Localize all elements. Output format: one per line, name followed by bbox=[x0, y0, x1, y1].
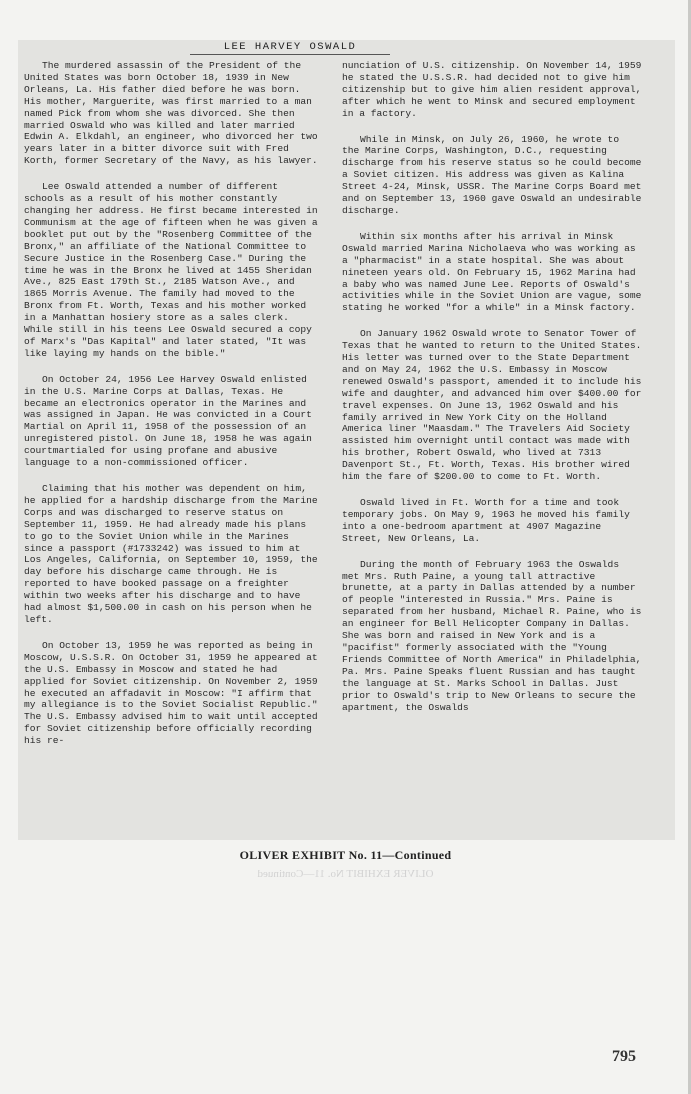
left-column bbox=[24, 60, 322, 761]
paragraph: Oswald lived in Ft. Worth for a time and took temporary jobs. On May 9, 1963 he moved his family into a one-bedroom apartment at 4907 Magazine Street, New Orleans, La. bbox=[342, 497, 630, 544]
paragraph: On October 13, 1959 he was reported as being in Moscow, U.S.S.R. On October 31, 1959 he appeared at the U.S. Embassy in Moscow and stated he had applied for Soviet citizenship. On November 2, 1959 he executed an affadavit in Moscow: "I affirm that my allegiance is to the Soviet Socialist Republic." The U.S. Embassy advised him to wait until accepted for Soviet citizenship before officially recording his re- bbox=[24, 639, 318, 747]
paragraph: While in Minsk, on July 26, 1960, he wrote to the Marine Corps, Washington, D.C., requesting discharge from his reserve status so he could become a Soviet citizen. His address was given as Kalina Street 4-24, Minsk, USSR. The Marine Corps Board met and on September 13, 1960 gave Oswald an undesirable discharge. bbox=[342, 133, 642, 216]
page-number: 795 bbox=[612, 1048, 636, 1065]
paragraph: During the month of February 1963 the Oswalds met Mrs. Ruth Paine, a young tall attractive brunette, at a party in Dallas attended by a number of people "interested in Russia." Mrs. Paine is separated from her husband, Michael R. Paine, who is an engineer for Bell Helicopter Company in Dallas. She was born and raised in New York and is a "pacifist" formerly associated with the "Young Friends Committee of North America" in Philadelphia, Pa. Mrs. Paine Speaks fluent Russian and has taught the language at St. Marks School in Dallas. Just prior to Oswald's trip to New Orleans to secure the apartment, the Oswalds bbox=[342, 558, 642, 713]
document-title: LEE HARVEY OSWALD bbox=[190, 41, 390, 55]
exhibit-caption: OLIVER EXHIBIT No. 11—Continued bbox=[239, 848, 452, 862]
paragraph: nunciation of U.S. citizenship. On November 14, 1959 he stated the U.S.S.R. had decided not to give him citizenship but to give him alien resident approval, after which he went to Minsk and secured employment in a factory. bbox=[342, 60, 642, 119]
paragraph: On January 1962 Oswald wrote to Senator Tower of Texas that he wanted to return to the United States. His letter was turned over to the State Department and on May 24, 1962 the U.S. Embassy in Moscow renewed Oswald's passport, amended it to include his wife and daughter, and advanced him over $400.00 for travel expenses. On June 13, 1962 Oswald and his family arrived in New York City on the Holland America liner "Maasdam." The Travelers Aid Society assisted him overnight until contact was made with his brother, Robert Oswald, who lived at 7313 Davenport St., Ft. Worth, Texas. His brother wired him the fare of $200.00 to come to Ft. Worth. bbox=[342, 328, 642, 483]
bleed-through-text: OLIVER EXHIBIT No. 11—Continued bbox=[257, 868, 434, 880]
paragraph: The murdered assassin of the President of the United States was born October 18, 1939 in New Orleans, La. His father died before he was born. His mother, Marguerite, was first married to a man named Pick from whom she was divorced. She then married Oswald who was killed and later married Edwin A. Elkdahl, an engineer, who divorced her two years later in a bitter divorce suit with Fred Korth, former Secretary of the Navy, as his lawyer. bbox=[24, 60, 318, 167]
paragraph: Within six months after his arrival in Minsk Oswald married Marina Nicholaeva who was working as a "pharmacist" in a state hospital. She was about nineteen years old. On February 15, 1962 Marina had a baby who was named June Lee. Reports of Oswald's activities while in the Soviet Union are vague, some stating he worked "for a while" in a Minsk factory. bbox=[342, 230, 642, 314]
paragraph: Lee Oswald attended a number of different schools as a result of his mother constantly changing her address. He first became interested in Communism at the age of fifteen when he was given a booklet put out by the "Rosenberg Committee of the Bronx," an affiliate of the National Committee to Secure Justice in the Rosenberg Case." During the time he was in the Bronx he lived at 1455 Sheridan Ave., 825 East 179th St., 2185 Watson Ave., and 1865 Morris Avenue. The family had moved to the Bronx from Ft. Worth, Texas and his mother worked in a Manhattan hosiery store as a sales clerk. While still in his teens Lee Oswald secured a copy of Marx's "Das Kapital" and later stated, "It was like laying my hands on the bible." bbox=[24, 181, 318, 359]
paragraph: On October 24, 1956 Lee Harvey Oswald enlisted in the U.S. Marine Corps at Dallas, Texas. He became an electronics operator in the Marines and was assigned in Japan. He was convicted in a Court Martial on April 11, 1958 of the possession of an unregistered pistol. On June 18, 1958 he was again courtmartialed for using profane and abusive language to a non-commissioned officer. bbox=[24, 373, 312, 469]
right-column bbox=[342, 60, 642, 727]
paragraph: Claiming that his mother was dependent on him, he applied for a hardship discharge from the Marine Corps and was discharged to reserve status on September 11, 1959. He had already made his plans to go to the Soviet Union while in the Marines since a passport (#1733242) was issued to him at Los Angeles, California, on September 10, 1959, the day before his discharge came through. He is reported to have booked passage on a freighter within two weeks after his discharge and to have had almost $1,500.00 in cash on his person when he left. bbox=[24, 483, 318, 625]
